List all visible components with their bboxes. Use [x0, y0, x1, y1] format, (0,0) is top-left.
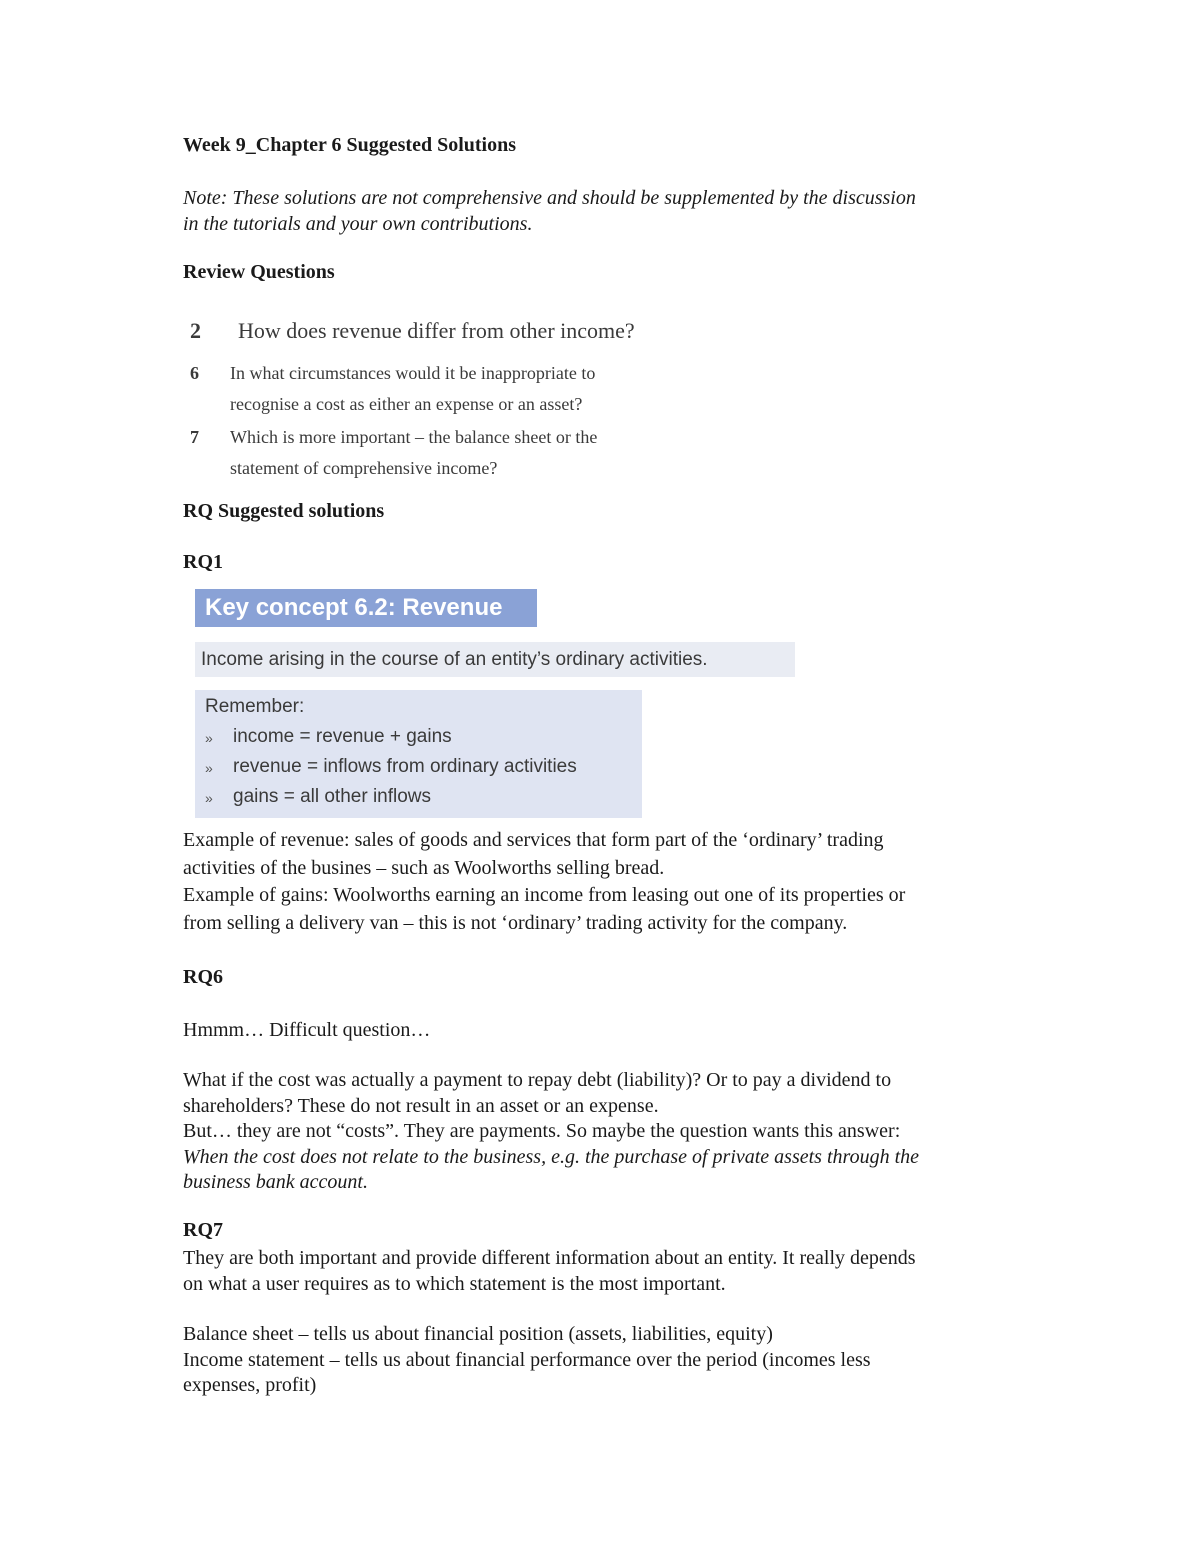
rq7-income-statement-line-2: expenses, profit) [183, 1374, 317, 1396]
key-concept-definition: Income arising in the course of an entity’s ordinary activities. [195, 642, 795, 677]
question-text-line-1: Which is more important – the balance sheet or the [230, 427, 598, 447]
question-number: 7 [190, 427, 199, 447]
remember-label: Remember: [205, 696, 305, 717]
note-line-1: Note: These solutions are not comprehensive and should be supplemented by the discussion [183, 187, 916, 209]
review-questions-heading: Review Questions [183, 261, 335, 283]
rq7-balance-sheet-line: Balance sheet – tells us about financial position (assets, liabilities, equity) [183, 1323, 773, 1345]
bullet-icon: » [205, 730, 213, 746]
note-line-2: in the tutorials and your own contributions. [183, 213, 533, 235]
rq6-intro: Hmmm… Difficult question… [183, 1019, 431, 1041]
remember-item: gains = all other inflows [233, 786, 432, 807]
rq6-line-1: What if the cost was actually a payment to repay debt (liability)? Or to pay a dividend to [183, 1069, 892, 1091]
suggested-solutions-heading: RQ Suggested solutions [183, 500, 385, 522]
question-text-line-2: recognise a cost as either an expense or an asset? [230, 394, 583, 414]
question-text-line-2: statement of comprehensive income? [230, 458, 498, 478]
rq6-italic-line-1: When the cost does not relate to the business, e.g. the purchase of private assets through the [183, 1146, 919, 1168]
question-text: How does revenue differ from other income? [238, 318, 635, 343]
rq1-line-2: activities of the busines – such as Woolworths selling bread. [183, 857, 665, 879]
rq1-line-1: Example of revenue: sales of goods and services that form part of the ‘ordinary’ trading [183, 829, 884, 851]
rq6-line-2: shareholders? These do not result in an asset or an expense. [183, 1095, 659, 1117]
bullet-icon: » [205, 760, 213, 776]
rq1-line-3: Example of gains: Woolworths earning an income from leasing out one of its properties or [183, 884, 906, 906]
rq7-income-statement-line: Income statement – tells us about financial performance over the period (incomes less [183, 1349, 871, 1371]
question-text-line-1: In what circumstances would it be inappropriate to [230, 363, 596, 383]
rq7-line-1: They are both important and provide different information about an entity. It really depends [183, 1247, 916, 1269]
rq6-heading: RQ6 [183, 966, 223, 988]
document-title: Week 9_Chapter 6 Suggested Solutions [183, 134, 517, 156]
rq6-line-3: But… they are not “costs”. They are payments. So maybe the question wants this answer: [183, 1120, 901, 1142]
rq7-heading: RQ7 [183, 1219, 223, 1241]
rq1-heading: RQ1 [183, 551, 223, 573]
remember-item: revenue = inflows from ordinary activities [233, 756, 577, 777]
remember-item: income = revenue + gains [233, 726, 452, 747]
key-concept-title: Key concept 6.2: Revenue [195, 589, 537, 627]
question-number: 2 [190, 318, 201, 343]
bullet-icon: » [205, 790, 213, 806]
question-number: 6 [190, 363, 199, 383]
rq6-italic-line-2: business bank account. [183, 1171, 368, 1193]
key-concept-remember-box [195, 690, 642, 818]
rq7-line-2: on what a user requires as to which statement is the most important. [183, 1273, 726, 1295]
rq1-line-4: from selling a delivery van – this is not ‘ordinary’ trading activity for the company. [183, 912, 848, 934]
